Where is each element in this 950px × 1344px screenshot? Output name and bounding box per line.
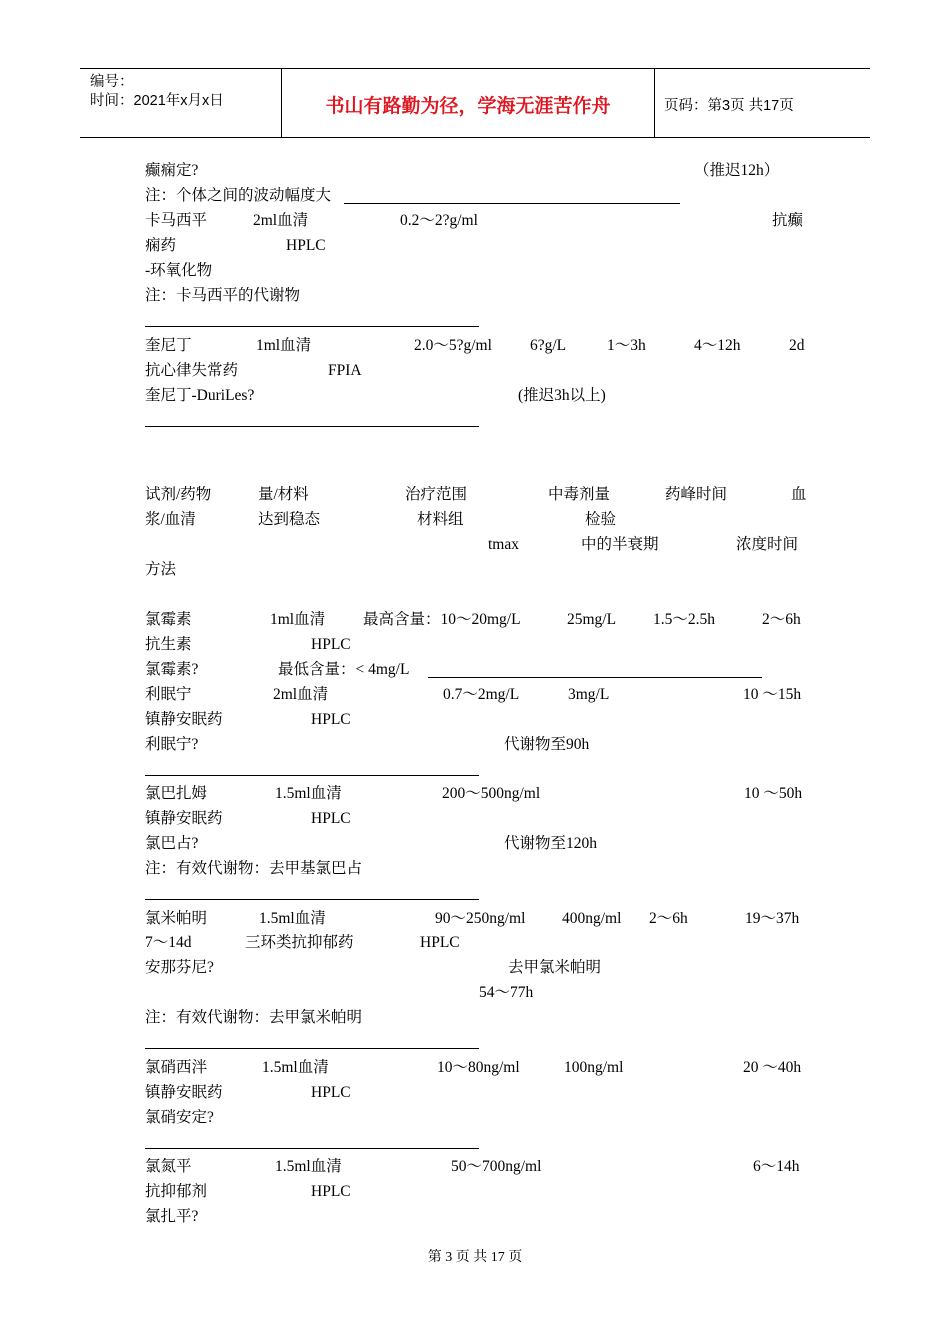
body-text: FPIA bbox=[328, 362, 362, 379]
body-text: 抗癫 bbox=[772, 212, 804, 229]
body-text: 1.5ml血清 bbox=[262, 1059, 329, 1076]
body-text: 卡马西平 bbox=[145, 212, 208, 229]
column-heading: 浓度时间 bbox=[736, 536, 799, 553]
body-text: 癫痫定? bbox=[145, 162, 199, 179]
body-text: 注：卡马西平的代谢物 bbox=[145, 287, 301, 304]
separator-line bbox=[145, 426, 479, 427]
body-text: HPLC bbox=[311, 711, 351, 728]
body-text: 1ml血清 bbox=[270, 611, 326, 628]
body-text: 最低含量：< 4mg/L bbox=[278, 661, 410, 678]
column-heading: 量/材料 bbox=[258, 486, 309, 503]
body-text: HPLC bbox=[311, 810, 351, 827]
body-text: 2～6h bbox=[762, 611, 801, 628]
underline bbox=[428, 677, 762, 678]
header-page-label: 页码：第3页 共17页 bbox=[664, 98, 794, 114]
body-text: 100ng/ml bbox=[564, 1059, 624, 1076]
body-text: 90～250ng/ml bbox=[435, 910, 526, 927]
body-text: HPLC bbox=[311, 1183, 351, 1200]
body-text: 2.0～5?g/ml bbox=[414, 337, 492, 354]
body-text: 氯巴占? bbox=[145, 835, 199, 852]
body-text: 痫药 bbox=[145, 237, 177, 254]
column-heading: 检验 bbox=[585, 511, 617, 528]
body-text: -环氧化物 bbox=[145, 262, 213, 279]
column-heading: 试剂/药物 bbox=[145, 486, 212, 503]
separator-line bbox=[145, 326, 479, 327]
body-text: HPLC bbox=[311, 636, 351, 653]
body-text: 19～37h bbox=[745, 910, 800, 927]
body-text: 镇静安眠药 bbox=[145, 711, 223, 728]
body-text: 1～3h bbox=[607, 337, 646, 354]
body-text: 1.5ml血清 bbox=[275, 785, 342, 802]
body-text: 镇静安眠药 bbox=[145, 1084, 223, 1101]
body-text: 注：个体之间的波动幅度大 bbox=[145, 187, 332, 204]
body-text: 1.5ml血清 bbox=[275, 1158, 342, 1175]
body-text: 0.7～2mg/L bbox=[443, 686, 520, 703]
column-heading: tmax bbox=[488, 536, 519, 553]
body-text: 利眠宁 bbox=[145, 686, 192, 703]
body-text: 54～77h bbox=[479, 984, 534, 1001]
page-footer: 第 3 页 共 17 页 bbox=[427, 1250, 523, 1265]
column-heading: 血 bbox=[791, 486, 807, 503]
column-heading: 中毒剂量 bbox=[548, 486, 611, 503]
body-text: 抗心律失常药 bbox=[145, 362, 239, 379]
body-text: 氯巴扎姆 bbox=[145, 785, 208, 802]
separator-line bbox=[145, 1048, 479, 1049]
body-text: HPLC bbox=[311, 1084, 351, 1101]
column-heading: 药峰时间 bbox=[665, 486, 728, 503]
body-text: 抗生素 bbox=[145, 636, 192, 653]
body-text: 20 ～40h bbox=[743, 1059, 802, 1076]
body-text: 去甲氯米帕明 bbox=[508, 959, 602, 976]
body-text: 400ng/ml bbox=[562, 910, 622, 927]
body-text: 1ml血清 bbox=[256, 337, 312, 354]
body-text: 镇静安眠药 bbox=[145, 810, 223, 827]
header-divider bbox=[654, 69, 655, 137]
body-text: 氯霉素 bbox=[145, 611, 192, 628]
body-text: 氯扎平? bbox=[145, 1208, 199, 1225]
column-heading: 浆/血清 bbox=[145, 511, 196, 528]
body-text: 0.2～2?g/ml bbox=[400, 212, 478, 229]
body-text: 代谢物至90h bbox=[504, 736, 590, 753]
body-text: 10 ～15h bbox=[743, 686, 802, 703]
body-text: 2ml血清 bbox=[273, 686, 329, 703]
body-text: 最高含量：10～20mg/L bbox=[363, 611, 521, 628]
body-text: 6～14h bbox=[753, 1158, 800, 1175]
body-text: （推迟12h） bbox=[694, 162, 780, 179]
body-text: 利眠宁? bbox=[145, 736, 199, 753]
column-heading: 材料组 bbox=[417, 511, 464, 528]
body-text: 4～12h bbox=[694, 337, 741, 354]
column-heading: 治疗范围 bbox=[405, 486, 468, 503]
body-text: 2～6h bbox=[649, 910, 688, 927]
body-text: 7～14d bbox=[145, 934, 192, 951]
body-text: HPLC bbox=[286, 237, 326, 254]
body-text: 3mg/L bbox=[568, 686, 610, 703]
body-text: 2ml血清 bbox=[253, 212, 309, 229]
column-heading: 达到稳态 bbox=[258, 511, 321, 528]
body-text: 10～80ng/ml bbox=[437, 1059, 520, 1076]
body-text: 200～500ng/ml bbox=[442, 785, 541, 802]
header-motto: 书山有路勤为径，学海无涯苦作舟 bbox=[325, 95, 611, 117]
body-text: (推迟3h以上) bbox=[518, 387, 606, 404]
document-date-label: 时间：2021年x月x日 bbox=[90, 93, 224, 109]
body-text: 50～700ng/ml bbox=[451, 1158, 542, 1175]
body-text: 氯霉素? bbox=[145, 661, 199, 678]
separator-line bbox=[145, 1148, 479, 1149]
column-heading: 方法 bbox=[145, 561, 177, 578]
page-header bbox=[80, 68, 870, 138]
body-text: 安那芬尼? bbox=[145, 959, 214, 976]
body-text: 氯米帕明 bbox=[145, 910, 208, 927]
document-number-label: 编号： bbox=[90, 74, 134, 90]
body-text: 奎尼丁 bbox=[145, 337, 192, 354]
body-text: HPLC bbox=[420, 934, 460, 951]
body-text: 三环类抗抑郁药 bbox=[245, 934, 354, 951]
body-text: 10 ～50h bbox=[744, 785, 803, 802]
body-text: 氯硝西泮 bbox=[145, 1059, 208, 1076]
body-text: 氯氮平 bbox=[145, 1158, 192, 1175]
body-text: 6?g/L bbox=[530, 337, 567, 354]
body-text: 注：有效代谢物：去甲基氯巴占 bbox=[145, 860, 363, 877]
body-text: 25mg/L bbox=[567, 611, 617, 628]
body-text: 1.5～2.5h bbox=[653, 611, 716, 628]
body-text: 2d bbox=[789, 337, 805, 354]
body-text: 代谢物至120h bbox=[504, 835, 598, 852]
column-heading: 中的半衰期 bbox=[581, 536, 659, 553]
separator-line bbox=[145, 899, 479, 900]
header-meta bbox=[90, 73, 224, 111]
separator-line bbox=[145, 775, 479, 776]
body-text: 抗抑郁剂 bbox=[145, 1183, 208, 1200]
body-text: 奎尼丁-DuriLes? bbox=[145, 387, 255, 404]
underline bbox=[344, 203, 680, 204]
body-text: 氯硝安定? bbox=[145, 1109, 214, 1126]
body-text: 注：有效代谢物：去甲氯米帕明 bbox=[145, 1009, 363, 1026]
body-text: 1.5ml血清 bbox=[259, 910, 326, 927]
